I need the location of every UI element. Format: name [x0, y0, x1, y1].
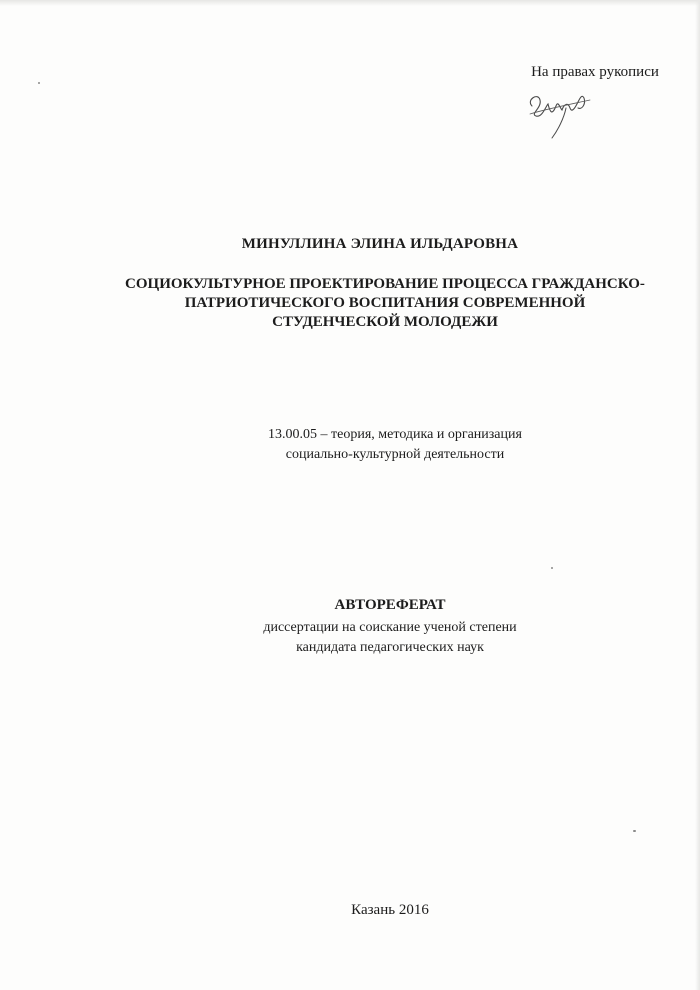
specialty-code	[180, 425, 610, 465]
abstract-line: диссертации на соискание ученой степени	[263, 620, 517, 635]
manuscript-rights-label: На правах рукописи	[531, 64, 659, 80]
abstract-heading: АВТОРЕФЕРАТ	[334, 597, 446, 613]
title-line: ПАТРИОТИЧЕСКОГО ВОСПИТАНИЯ СОВРЕМЕННОЙ	[184, 295, 586, 311]
scan-speck	[551, 567, 553, 569]
specialty-line: социально-культурной деятельности	[285, 447, 505, 462]
abstract-line: кандидата педагогических наук	[296, 640, 484, 655]
dissertation-title	[90, 275, 680, 332]
author-name-text: МИНУЛЛИНА ЭЛИНА ИЛЬДАРОВНА	[241, 236, 519, 252]
specialty-line: 13.00.05 – теория, методика и организация	[268, 427, 522, 442]
handwritten-signature	[522, 84, 598, 140]
scan-speck	[38, 82, 40, 84]
scan-edge-top	[0, 0, 700, 6]
place-and-year: Казань 2016	[351, 902, 429, 918]
scan-edge-right	[695, 0, 700, 990]
scan-speck	[633, 830, 636, 832]
title-line: СОЦИОКУЛЬТУРНОЕ ПРОЕКТИРОВАНИЕ ПРОЦЕССА ГРАЖДАНСКО-	[125, 276, 645, 292]
abstract-description	[200, 618, 580, 658]
author-name	[0, 236, 700, 253]
title-line: СТУДЕНЧЕСКОЙ МОЛОДЕЖИ	[272, 314, 498, 330]
